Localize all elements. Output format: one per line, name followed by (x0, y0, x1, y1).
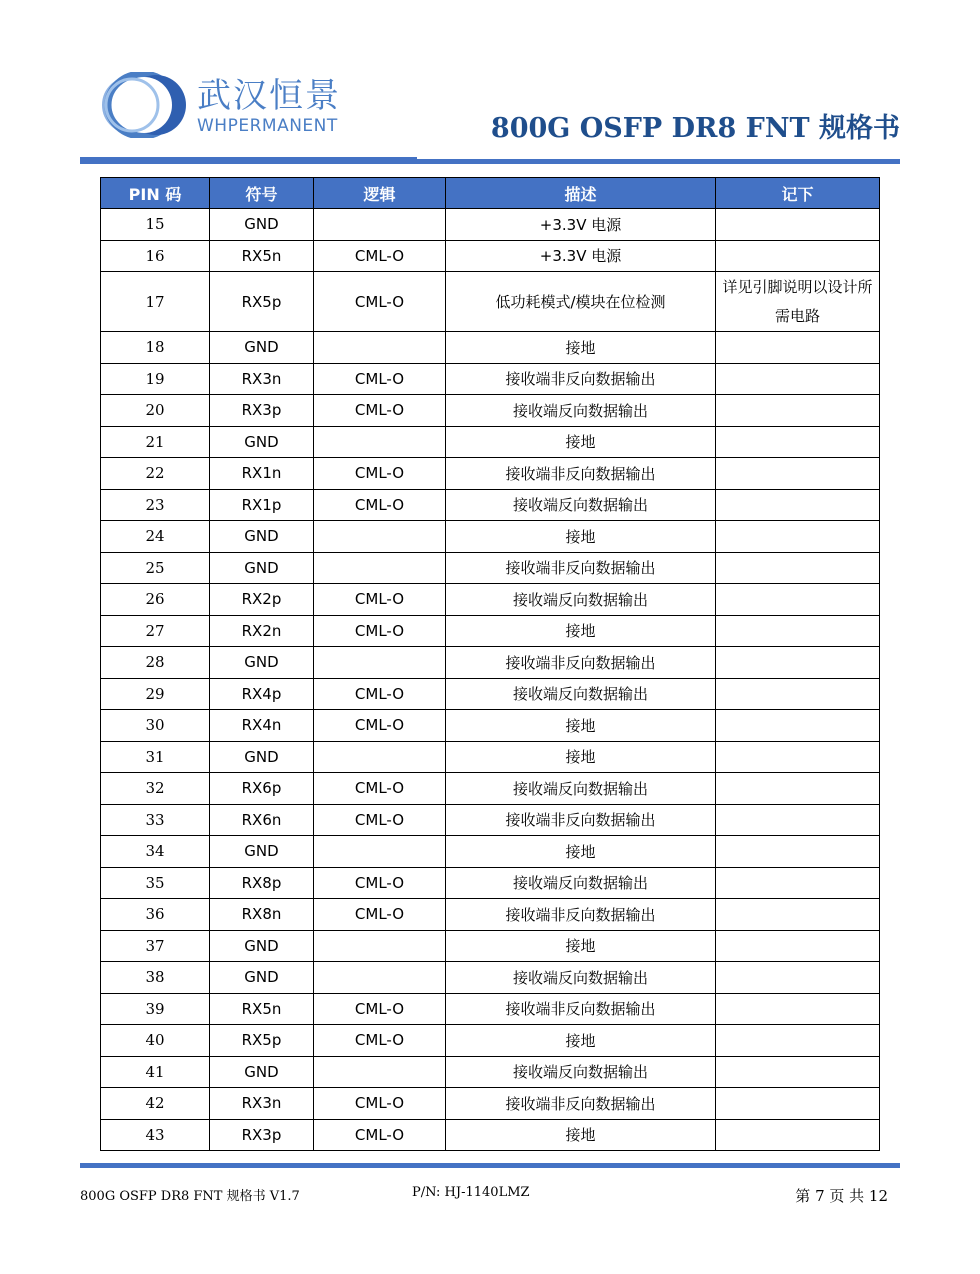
cell-logic: CML-O (314, 899, 446, 931)
cell-logic (314, 647, 446, 679)
cell-pin: 42 (101, 1088, 210, 1120)
cell-logic (314, 1056, 446, 1088)
table-row (101, 552, 880, 584)
table-row (101, 395, 880, 427)
cell-note (716, 552, 880, 584)
cell-note (716, 489, 880, 521)
cell-symbol: RX2n (210, 615, 314, 647)
cell-symbol: RX4n (210, 710, 314, 742)
cell-logic (314, 552, 446, 584)
cell-note (716, 395, 880, 427)
footer-part-number: P/N: HJ-1140LMZ (412, 1185, 530, 1200)
cell-logic: CML-O (314, 489, 446, 521)
table-row (101, 1088, 880, 1120)
table-row (101, 489, 880, 521)
cell-pin: 31 (101, 741, 210, 773)
cell-symbol: RX8n (210, 899, 314, 931)
cell-note (716, 1025, 880, 1057)
table-row (101, 678, 880, 710)
company-logo (94, 72, 194, 138)
cell-logic: CML-O (314, 678, 446, 710)
cell-description: 接收端非反向数据输出 (446, 647, 716, 679)
cell-symbol: RX3p (210, 1119, 314, 1151)
cell-description: 接地 (446, 332, 716, 364)
cell-logic: CML-O (314, 458, 446, 490)
cell-description: 接收端非反向数据输出 (446, 363, 716, 395)
table-row (101, 363, 880, 395)
cell-description: 接地 (446, 710, 716, 742)
table-row (101, 867, 880, 899)
table-row (101, 1025, 880, 1057)
cell-description: 接收端反向数据输出 (446, 584, 716, 616)
table-row (101, 272, 880, 332)
cell-logic: CML-O (314, 272, 446, 332)
cell-symbol: GND (210, 332, 314, 364)
table-header-row (101, 178, 880, 209)
cell-symbol: RX2p (210, 584, 314, 616)
cell-note (716, 521, 880, 553)
cell-pin: 25 (101, 552, 210, 584)
document-title: 800G OSFP DR8 FNT 规格书 (490, 113, 900, 144)
footer-rule (80, 1163, 900, 1168)
cell-pin: 21 (101, 426, 210, 458)
table-row (101, 741, 880, 773)
logo-rings-icon (94, 72, 194, 138)
cell-symbol: RX4p (210, 678, 314, 710)
table-row (101, 1056, 880, 1088)
column-header-logic: 逻辑 (314, 178, 446, 209)
footer-page-number: 第 7 页 共 12 (795, 1187, 888, 1205)
cell-note (716, 332, 880, 364)
cell-pin: 16 (101, 240, 210, 272)
cell-note (716, 773, 880, 805)
table-row (101, 647, 880, 679)
cell-description: 接收端反向数据输出 (446, 867, 716, 899)
cell-pin: 37 (101, 930, 210, 962)
cell-symbol: RX1n (210, 458, 314, 490)
cell-pin: 36 (101, 899, 210, 931)
cell-pin: 15 (101, 209, 210, 241)
cell-description: 接收端非反向数据输出 (446, 899, 716, 931)
cell-logic (314, 426, 446, 458)
cell-pin: 23 (101, 489, 210, 521)
cell-pin: 35 (101, 867, 210, 899)
cell-symbol: RX8p (210, 867, 314, 899)
cell-note (716, 363, 880, 395)
cell-pin: 38 (101, 962, 210, 994)
cell-note (716, 836, 880, 868)
cell-symbol: GND (210, 962, 314, 994)
table-row (101, 804, 880, 836)
cell-description: 低功耗模式/模块在位检测 (446, 272, 716, 332)
cell-note (716, 647, 880, 679)
brand-name-cn: 武汉恒景 (197, 76, 341, 116)
cell-symbol: GND (210, 552, 314, 584)
cell-description: 接地 (446, 1025, 716, 1057)
table-row (101, 710, 880, 742)
cell-note (716, 962, 880, 994)
cell-logic: CML-O (314, 710, 446, 742)
cell-description: 接收端反向数据输出 (446, 962, 716, 994)
cell-description: 接收端反向数据输出 (446, 489, 716, 521)
cell-logic: CML-O (314, 804, 446, 836)
cell-logic: CML-O (314, 993, 446, 1025)
table-row (101, 240, 880, 272)
cell-note (716, 615, 880, 647)
cell-pin: 29 (101, 678, 210, 710)
cell-description: 接收端非反向数据输出 (446, 552, 716, 584)
table-row (101, 773, 880, 805)
table-row (101, 930, 880, 962)
cell-symbol: GND (210, 1056, 314, 1088)
cell-pin: 19 (101, 363, 210, 395)
pin-definition-table (100, 177, 880, 1151)
cell-pin: 34 (101, 836, 210, 868)
cell-symbol: GND (210, 930, 314, 962)
cell-symbol: GND (210, 426, 314, 458)
cell-logic: CML-O (314, 584, 446, 616)
cell-symbol: RX5p (210, 272, 314, 332)
cell-note (716, 899, 880, 931)
cell-logic: CML-O (314, 363, 446, 395)
cell-symbol: GND (210, 741, 314, 773)
cell-description: +3.3V 电源 (446, 209, 716, 241)
cell-note (716, 1056, 880, 1088)
cell-pin: 22 (101, 458, 210, 490)
cell-symbol: RX3p (210, 395, 314, 427)
cell-pin: 17 (101, 272, 210, 332)
column-header-pin: PIN 码 (101, 178, 210, 209)
cell-logic: CML-O (314, 1088, 446, 1120)
cell-pin: 41 (101, 1056, 210, 1088)
cell-pin: 43 (101, 1119, 210, 1151)
header-rule (80, 159, 900, 164)
table-row (101, 209, 880, 241)
cell-note (716, 867, 880, 899)
cell-pin: 26 (101, 584, 210, 616)
table-body (101, 209, 880, 1151)
cell-symbol: RX5p (210, 1025, 314, 1057)
cell-description: 接收端非反向数据输出 (446, 993, 716, 1025)
cell-pin: 33 (101, 804, 210, 836)
table-row (101, 584, 880, 616)
cell-pin: 40 (101, 1025, 210, 1057)
cell-logic: CML-O (314, 1119, 446, 1151)
cell-note (716, 240, 880, 272)
cell-note (716, 458, 880, 490)
cell-logic: CML-O (314, 395, 446, 427)
cell-description: 接收端反向数据输出 (446, 395, 716, 427)
table-row (101, 426, 880, 458)
cell-pin: 39 (101, 993, 210, 1025)
cell-description: 接地 (446, 1119, 716, 1151)
brand-name-en: WHPERMANENT (197, 116, 338, 136)
table-row (101, 521, 880, 553)
footer-doc-version: 800G OSFP DR8 FNT 规格书 V1.7 (80, 1189, 300, 1204)
cell-description: 接地 (446, 930, 716, 962)
cell-logic (314, 836, 446, 868)
cell-symbol: RX3n (210, 363, 314, 395)
column-header-description: 描述 (446, 178, 716, 209)
table-row (101, 836, 880, 868)
cell-description: 接收端非反向数据输出 (446, 804, 716, 836)
cell-note (716, 426, 880, 458)
cell-logic: CML-O (314, 1025, 446, 1057)
cell-description: 接地 (446, 615, 716, 647)
cell-description: 接地 (446, 521, 716, 553)
cell-description: 接收端反向数据输出 (446, 773, 716, 805)
table-row (101, 899, 880, 931)
cell-logic (314, 930, 446, 962)
cell-pin: 30 (101, 710, 210, 742)
column-header-symbol: 符号 (210, 178, 314, 209)
cell-note (716, 209, 880, 241)
cell-note (716, 993, 880, 1025)
cell-logic (314, 209, 446, 241)
cell-logic (314, 962, 446, 994)
column-header-note: 记下 (716, 178, 880, 209)
cell-symbol: GND (210, 209, 314, 241)
cell-description: 接收端非反向数据输出 (446, 1088, 716, 1120)
cell-logic (314, 521, 446, 553)
table-row (101, 1119, 880, 1151)
cell-note (716, 584, 880, 616)
cell-symbol: RX1p (210, 489, 314, 521)
cell-logic (314, 332, 446, 364)
cell-symbol: RX5n (210, 240, 314, 272)
cell-symbol: RX6n (210, 804, 314, 836)
cell-logic: CML-O (314, 773, 446, 805)
cell-symbol: GND (210, 836, 314, 868)
cell-note (716, 1119, 880, 1151)
cell-description: 接收端反向数据输出 (446, 678, 716, 710)
cell-description: +3.3V 电源 (446, 240, 716, 272)
cell-symbol: RX6p (210, 773, 314, 805)
cell-note (716, 930, 880, 962)
cell-pin: 20 (101, 395, 210, 427)
table-row (101, 962, 880, 994)
cell-note (716, 741, 880, 773)
cell-description: 接地 (446, 426, 716, 458)
cell-description: 接收端反向数据输出 (446, 1056, 716, 1088)
cell-note (716, 710, 880, 742)
cell-pin: 27 (101, 615, 210, 647)
cell-pin: 32 (101, 773, 210, 805)
cell-logic: CML-O (314, 240, 446, 272)
cell-symbol: GND (210, 521, 314, 553)
table-row (101, 458, 880, 490)
cell-symbol: GND (210, 647, 314, 679)
cell-note (716, 678, 880, 710)
table-row (101, 615, 880, 647)
cell-note (716, 804, 880, 836)
cell-note: 详见引脚说明以设计所需电路 (716, 272, 880, 332)
table-row (101, 332, 880, 364)
cell-description: 接地 (446, 836, 716, 868)
cell-logic: CML-O (314, 615, 446, 647)
cell-symbol: RX5n (210, 993, 314, 1025)
cell-description: 接地 (446, 741, 716, 773)
table-row (101, 993, 880, 1025)
cell-pin: 18 (101, 332, 210, 364)
cell-description: 接收端非反向数据输出 (446, 458, 716, 490)
cell-pin: 28 (101, 647, 210, 679)
cell-symbol: RX3n (210, 1088, 314, 1120)
cell-logic (314, 741, 446, 773)
cell-note (716, 1088, 880, 1120)
cell-logic: CML-O (314, 867, 446, 899)
cell-pin: 24 (101, 521, 210, 553)
